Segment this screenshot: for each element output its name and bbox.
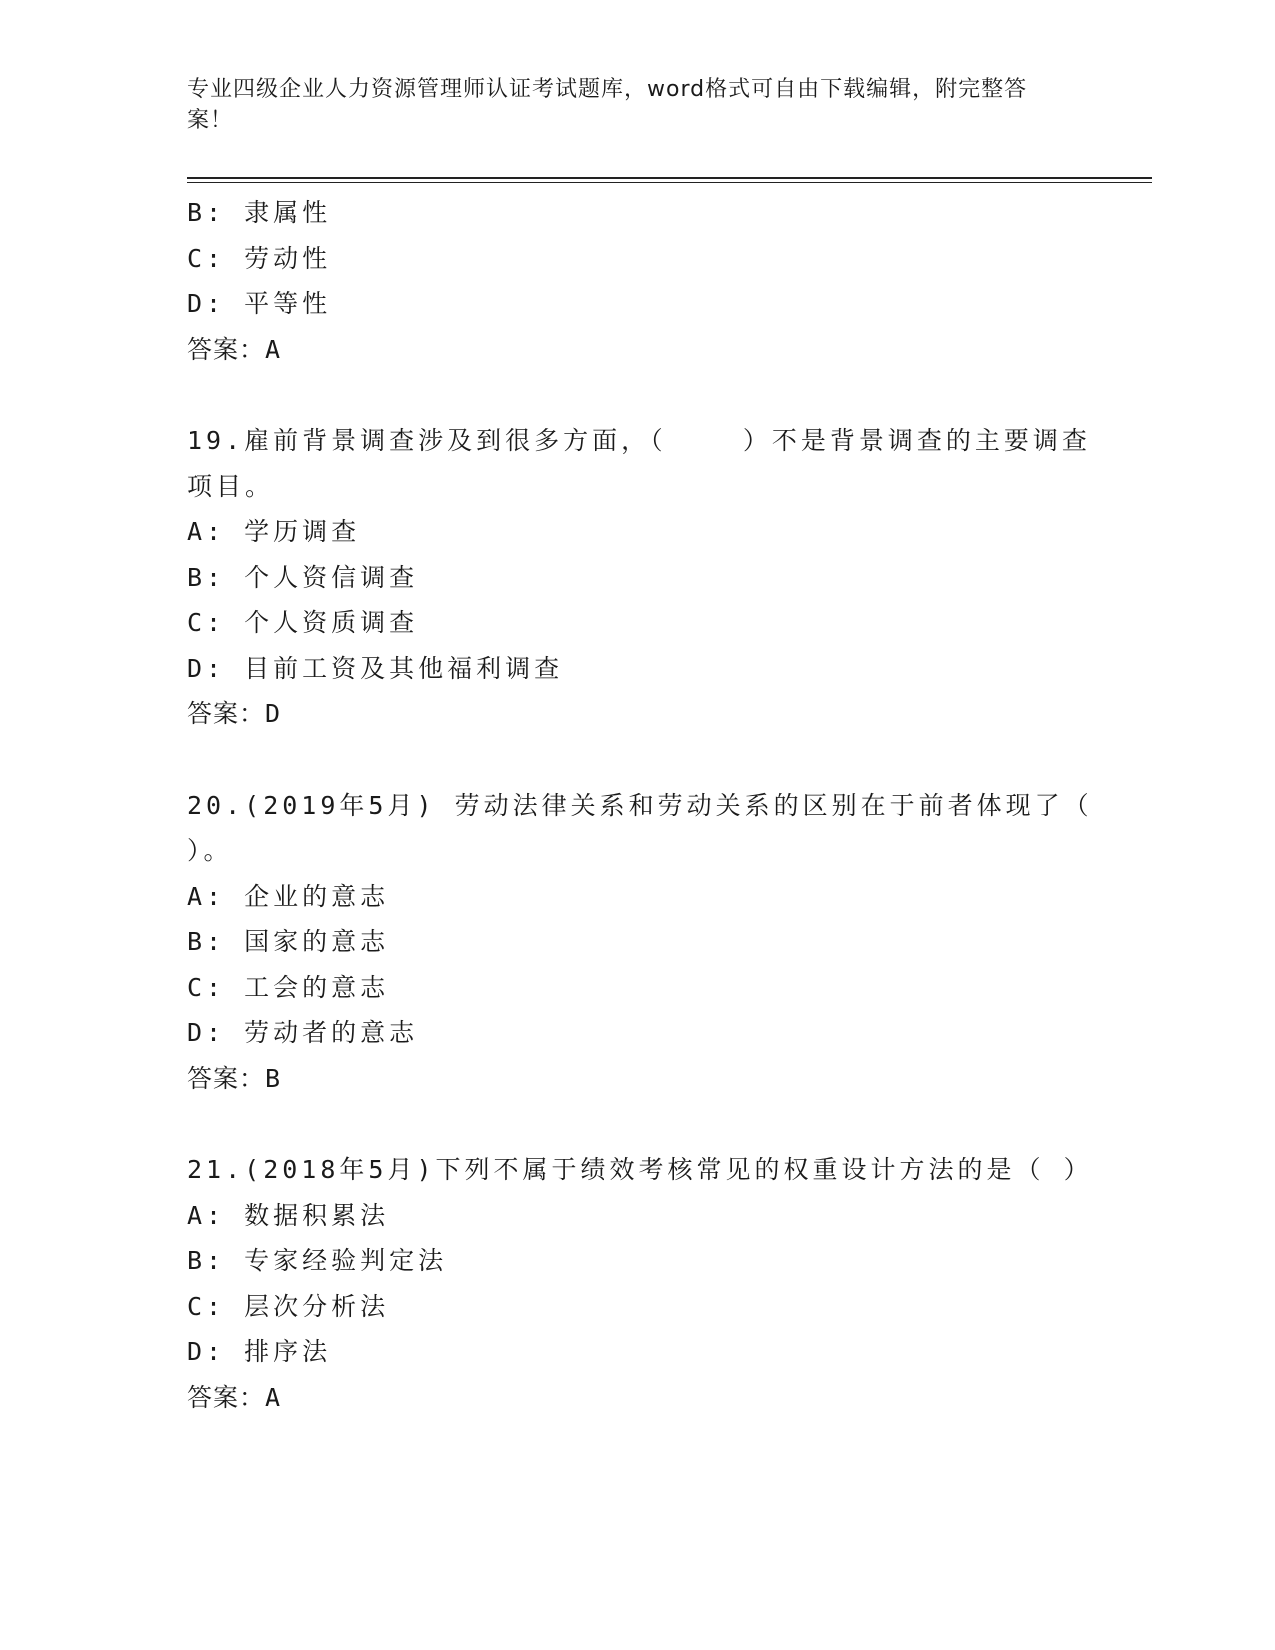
answer-row [187, 1375, 1067, 1421]
option-b: B: 国家的意志 [187, 927, 390, 956]
header-text: 专业四级企业人力资源管理师认证考试题库，word格式可自由下载编辑，附完整答案！ [187, 77, 1028, 133]
option-b: B: 专家经验判定法 [187, 1246, 448, 1275]
question-20 [187, 783, 1093, 1102]
option-a: A: 数据积累法 [187, 1200, 390, 1230]
option-c: C: 劳动性 [187, 243, 332, 273]
question-stem-line-1: 20.(2019年5月) 劳动法律关系和劳动关系的区别在于前者体现了（ [187, 790, 1093, 820]
answer-value: A [265, 1382, 282, 1412]
answer-value: B [265, 1063, 282, 1093]
option-b: B: 个人资信调查 [187, 562, 419, 592]
question-stem-line-1: 21.(2018年5月)下列不属于绩效考核常见的权重设计方法的是（ ） [187, 1155, 1093, 1184]
answer-label: 答案： [187, 1063, 266, 1093]
answer-value: D [265, 699, 282, 728]
option-b: B: 隶属性 [187, 198, 332, 227]
option-d: D: 劳动者的意志 [187, 1018, 419, 1047]
option-d: D: 目前工资及其他福利调查 [187, 653, 564, 683]
option-a: A: 学历调查 [187, 517, 361, 546]
option-c: C: 工会的意志 [187, 972, 390, 1002]
header-rule-thin [187, 182, 1152, 183]
question-19 [187, 418, 1091, 737]
answer-value: A [265, 334, 282, 364]
option-d: D: 排序法 [187, 1337, 332, 1366]
option-c: C: 个人资质调查 [187, 608, 419, 637]
document-header [187, 74, 1067, 136]
question-stem-line-2: 项目。 [187, 471, 275, 501]
question-stem-line-1: 19.雇前背景调查涉及到很多方面，（ ）不是背景调查的主要调查 [187, 426, 1091, 455]
answer-label: 答案： [187, 334, 266, 364]
answer-row [187, 327, 1067, 373]
question-18 [187, 190, 1067, 372]
option-a: A: 企业的意志 [187, 881, 390, 911]
header-rule-thick [187, 177, 1152, 179]
option-c: C: 层次分析法 [187, 1291, 390, 1321]
answer-label: 答案： [187, 1382, 266, 1412]
question-stem-line-2: ）。 [187, 836, 233, 865]
answer-label: 答案： [187, 699, 266, 728]
answer-row [187, 691, 1067, 737]
option-d: D: 平等性 [187, 289, 332, 318]
question-21 [187, 1147, 1093, 1420]
answer-row [187, 1056, 1067, 1102]
question-content [187, 190, 1093, 1420]
